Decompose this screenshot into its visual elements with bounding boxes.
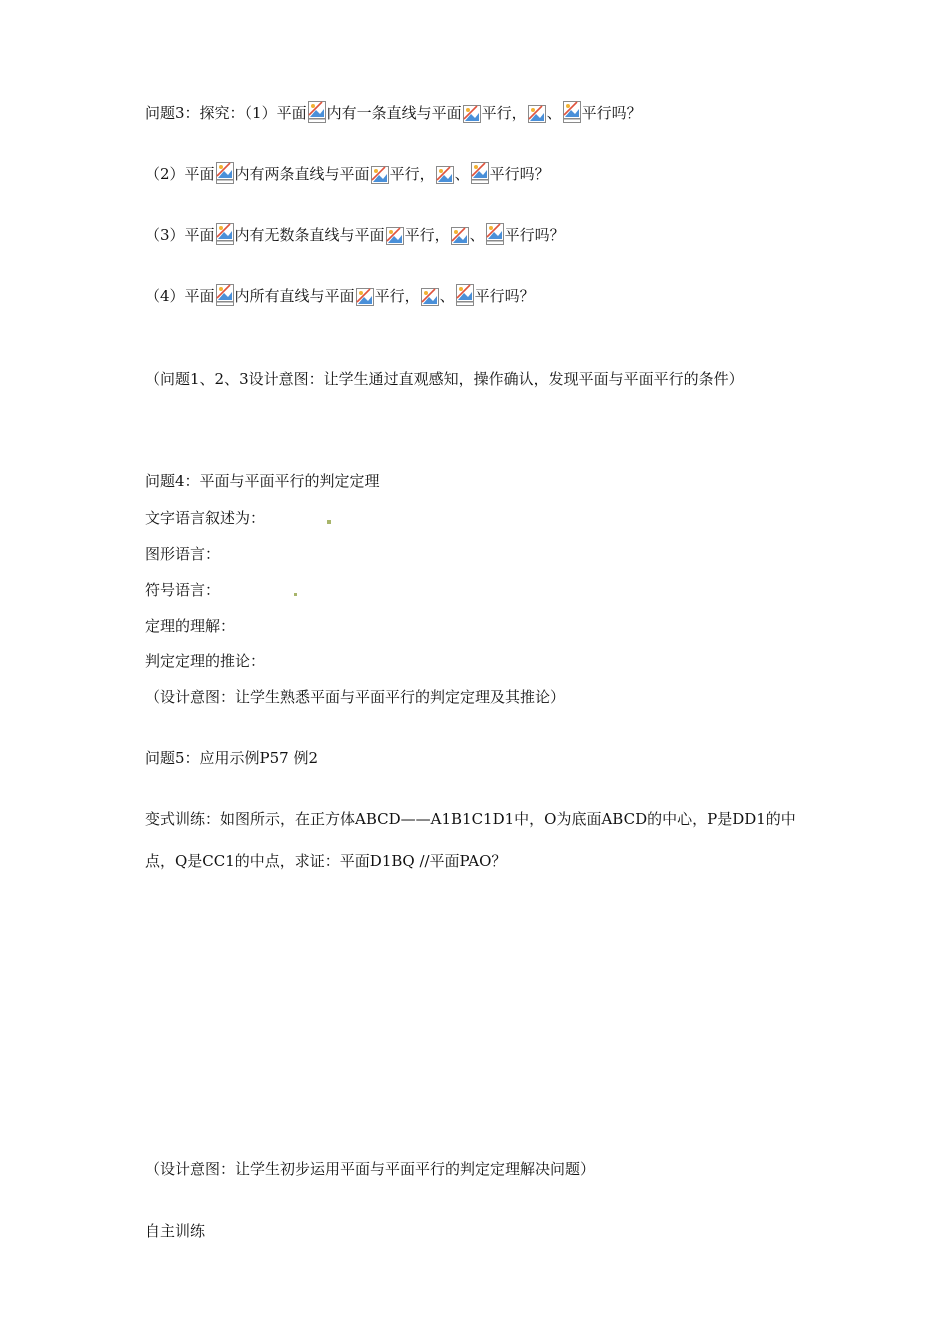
broken-image-icon bbox=[463, 105, 481, 123]
broken-image-icon bbox=[421, 288, 439, 306]
q4-design-intent: （设计意图：让学生熟悉平面与平面平行的判定定理及其推论） bbox=[145, 688, 566, 706]
q3-line-1 bbox=[145, 101, 642, 123]
q3-line-3 bbox=[145, 223, 565, 245]
q5-design-intent: （设计意图：让学生初步运用平面与平面平行的判定定理解决问题） bbox=[145, 1160, 596, 1178]
q3-line-2 bbox=[145, 162, 550, 184]
q3-l4-pre: （4）平面 bbox=[145, 287, 215, 305]
q3-l4-a: 内所有直线与平面 bbox=[234, 287, 355, 305]
q3-l3-d: 平行吗？ bbox=[504, 226, 565, 244]
dot-marker bbox=[294, 593, 297, 596]
q3-l2-a: 内有两条直线与平面 bbox=[234, 165, 370, 183]
self-training-heading: 自主训练 bbox=[145, 1222, 206, 1240]
broken-image-icon bbox=[436, 166, 454, 184]
broken-image-icon bbox=[216, 162, 234, 184]
q3-l3-pre: （3）平面 bbox=[145, 226, 215, 244]
q3-l2-pre: （2）平面 bbox=[145, 165, 215, 183]
q3-l3-b: 平行， bbox=[404, 226, 450, 244]
q3-l2-b: 平行， bbox=[389, 165, 435, 183]
broken-image-icon bbox=[528, 105, 546, 123]
broken-image-icon bbox=[456, 284, 474, 306]
dot-marker bbox=[327, 520, 331, 524]
q3-l4-b: 平行， bbox=[374, 287, 420, 305]
broken-image-icon bbox=[386, 227, 404, 245]
q5-variant-training: 变式训练：如图所示，在正方体ABCD——A1B1C1D1中，O为底面ABCD的中心，P是DD1的中点，Q是CC1的中点，求证：平面D1BQ //平面PAO？ bbox=[145, 810, 796, 870]
q4-graph-language: 图形语言： bbox=[145, 545, 221, 563]
q4-title: 问题4：平面与平面平行的判定定理 bbox=[145, 472, 380, 490]
q3-line-4 bbox=[145, 284, 535, 306]
q3-l2-c: 、 bbox=[454, 165, 470, 183]
q3-l2-d: 平行吗？ bbox=[489, 165, 550, 183]
broken-image-icon bbox=[356, 288, 374, 306]
q3-l1-c: 、 bbox=[546, 104, 562, 122]
q4-text-language: 文字语言叙述为： bbox=[145, 509, 266, 527]
q3-l1-a: 内有一条直线与平面 bbox=[326, 104, 462, 122]
broken-image-icon bbox=[308, 101, 326, 123]
broken-image-icon bbox=[471, 162, 489, 184]
q3-l3-c: 、 bbox=[469, 226, 485, 244]
q3-l3-a: 内有无数条直线与平面 bbox=[234, 226, 385, 244]
q3-l1-d: 平行吗？ bbox=[581, 104, 642, 122]
q5-title: 问题5：应用示例P57 例2 bbox=[145, 749, 319, 767]
q4-understanding: 定理的理解： bbox=[145, 617, 236, 635]
broken-image-icon bbox=[451, 227, 469, 245]
q3-l4-c: 、 bbox=[439, 287, 455, 305]
q4-symbol-language: 符号语言： bbox=[145, 581, 221, 599]
q4-corollary: 判定定理的推论： bbox=[145, 652, 266, 670]
broken-image-icon bbox=[486, 223, 504, 245]
q3-l1-b: 平行， bbox=[481, 104, 527, 122]
broken-image-icon bbox=[216, 223, 234, 245]
broken-image-icon bbox=[371, 166, 389, 184]
design-intent-123: （问题1、2、3设计意图：让学生通过直观感知，操作确认，发现平面与平面平行的条件） bbox=[145, 370, 744, 388]
broken-image-icon bbox=[563, 101, 581, 123]
q3-l4-d: 平行吗？ bbox=[474, 287, 535, 305]
broken-image-icon bbox=[216, 284, 234, 306]
q3-title: 问题3：探究：（1）平面 bbox=[145, 104, 307, 122]
